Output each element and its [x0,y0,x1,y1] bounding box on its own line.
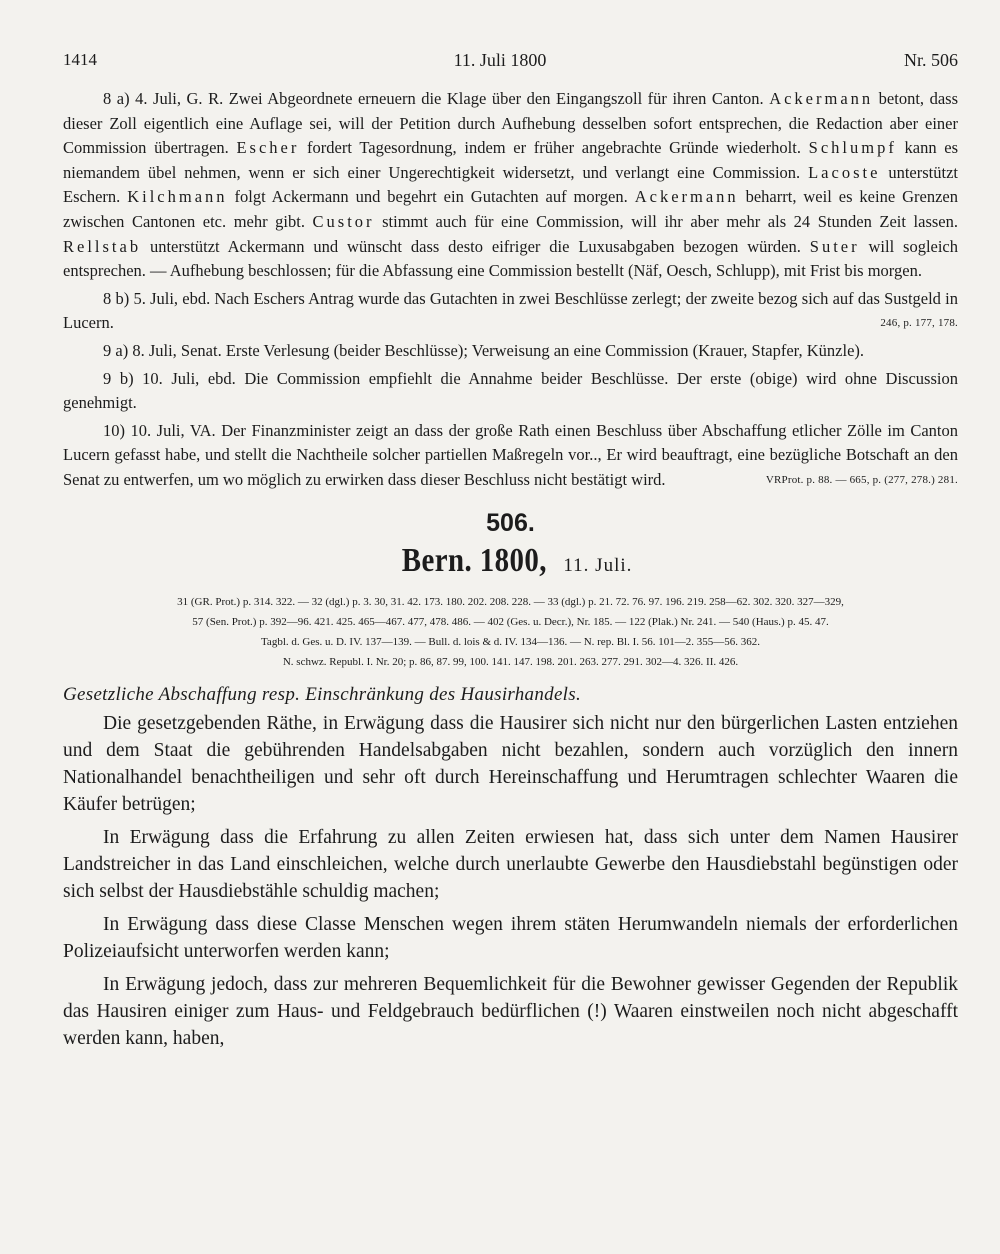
speaker-name: Ackermann [634,187,739,207]
document-date: 11. Juli. [563,554,633,576]
entry-number: 10) [103,420,125,440]
running-doc-number: Nr. 506 [904,50,958,70]
source-list [63,592,958,672]
entry-8b: 8 b) 5. Juli, ebd. Nach Eschers Antrag wurde das Gutachten in zwei Beschlüsse zerlegt; der zweite bezog sich auf das Sustgeld in Lucern. 246, p. 177, 178. [63,287,958,336]
source-line: 31 (GR. Prot.) p. 314. 322. — 32 (dgl.) p. 3. 30, 31. 42. 173. 180. 202. 208. 228. — 33 (dgl.) p. 21. 72. 76. 97. 196. 219. 258—62. 302. 320. 327—329, [177,595,844,608]
document-number: 506. [486,508,535,537]
page-body [63,87,958,1058]
document-place-date [63,542,958,580]
entry-8a: 8 a) 4. Juli, G. R. Zwei Abgeordnete erneuern die Klage über den Eingangszoll für ihren Canton. Ackermann betont, dass dieser Zoll eigentlich eine Auflage sei, will der Petition durch Aufhebung desselben sofort entsprechen, die Redaction aber einer Commission übertragen. Escher fordert Tagesordnung, indem er früher angebrachte Gründe wiederholt. Schlumpf kann es niemandem übel nehmen, wenn er sich einer Ungerechtigkeit widersetzt, und verlangt eine Commission. Lacoste unterstützt Eschern. Kilchmann folgt Ackermann und begehrt ein Gutachten auf morgen. Ackermann beharrt, weil es keine Grenzen zwischen Cantonen etc. mehr gibt. Custor stimmt auch für eine Commission, will ihr aber mehr als 24 Stunden Zeit lassen. Rellstab unterstützt Ackermann und wünscht dass desto eifriger die Luxusabgaben bezogen würden. Suter will sogleich entsprechen. — Aufhebung beschlossen; für die Abfassung eine Commission bestellt (Näf, Oesch, Schlupp), mit Frist bis morgen. [63,89,959,281]
source-reference: 246, p. 177, 178. [880,317,958,330]
source-line: Tagbl. d. Ges. u. D. IV. 137—139. — Bull. d. lois & d. IV. 134—136. — N. rep. Bl. I. 56. 101—2. 355—56. 362. [260,635,760,648]
speaker-name: Kilchmann [127,187,228,207]
body-paragraph: In Erwägung jedoch, dass zur mehreren Bequemlichkeit für die Bewohner gewisser Gegenden der Republik das Hausiren einiger zum Haus- und Feldgebrauch bedürflichen (!) Waaren einstweilen noch nicht abgeschafft werden kann, haben, [63,973,958,1049]
speaker-name: Suter [809,236,860,256]
running-date: 11. Juli 1800 [453,50,547,70]
speaker-name: Escher [236,138,300,158]
entry-number: 9 a) [103,340,129,360]
speaker-name: Schlumpf [808,138,897,158]
entry-9a: 9 a) 8. Juli, Senat. Erste Verlesung (beider Beschlüsse); Verweisung an eine Commission (Krauer, Stapfer, Künzle). [103,340,865,360]
entry-number: 9 b) [103,368,134,388]
entry-9b: 9 b) 10. Juli, ebd. Die Commission empfiehlt die Annahme beider Beschlüsse. Der erste (obige) wird ohne Discussion genehmigt. [63,368,958,413]
page-number: 1414 [63,50,97,69]
body-paragraph: Die gesetzgebenden Räthe, in Erwägung dass die Hausirer sich nicht nur den bürgerlichen Lasten entziehen und dem Staat die gebührenden Handelsabgaben nicht bezahlen, sondern auch vorzüglich den innern Nationalhandel benachtheiligen und sehr oft durch Hereinschaffung und Herumtragen schlechter Waaren die Käufer betrügen; [63,712,958,815]
source-line: N. schwz. Republ. I. Nr. 20; p. 86, 87. 99, 100. 141. 147. 198. 201. 263. 277. 291. 302—4. 326. II. 426. [282,655,739,668]
speaker-name: Lacoste [808,162,881,182]
entry-number: 8 a) [103,89,130,108]
body-paragraph: In Erwägung dass die Erfahrung zu allen Zeiten erwiesen hat, dass sich unter dem Namen Hausirer Landstreicher in das Land einschleichen, welche durch unerlaubte Gewerbe den Hausdiebstahl begünstigen oder sich selbst der Hausdiebstähle schuldig machen; [63,826,958,902]
speaker-name: Custor [312,211,375,231]
source-line: 57 (Sen. Prot.) p. 392—96. 421. 425. 465—467. 477, 478. 486. — 402 (Ges. u. Decr.), Nr. 185. — 122 (Plak.) Nr. 241. — 540 (Haus.) p. 45. 47. [192,615,829,628]
entry-number: 8 b) [103,288,130,308]
body-paragraph: In Erwägung dass diese Classe Menschen wegen ihrem stäten Herumwandeln niemals der erforderlichen Polizeiaufsicht unterworfen werden kann; [63,913,958,962]
source-reference: VRProt. p. 88. — 665, p. (277, 278.) 281. [765,473,958,486]
document-title: Gesetzliche Abschaffung resp. Einschränkung des Hausirhandels. [63,683,582,705]
place-year: Bern. 1800, [401,541,547,579]
speaker-name: Rellstab [63,236,142,256]
entry-10: 10) 10. Juli, VA. Der Finanzminister zeigt an dass der große Rath einen Beschluss über Abschaffung etlicher Zölle im Canton Lucern gefasst habe, und stellt die Nachtheile solcher partiellen Maßregeln vor.., Er wird beauftragt, eine bezügliche Botschaft an den Senat zu entwerfen, um wo möglich zu erwirken dass dieser Beschluss nicht bestätigt wird. VRProt. p. 88. — 665, p. (277, 278.) 281. [63,419,958,493]
speaker-name: Ackermann [769,89,874,108]
